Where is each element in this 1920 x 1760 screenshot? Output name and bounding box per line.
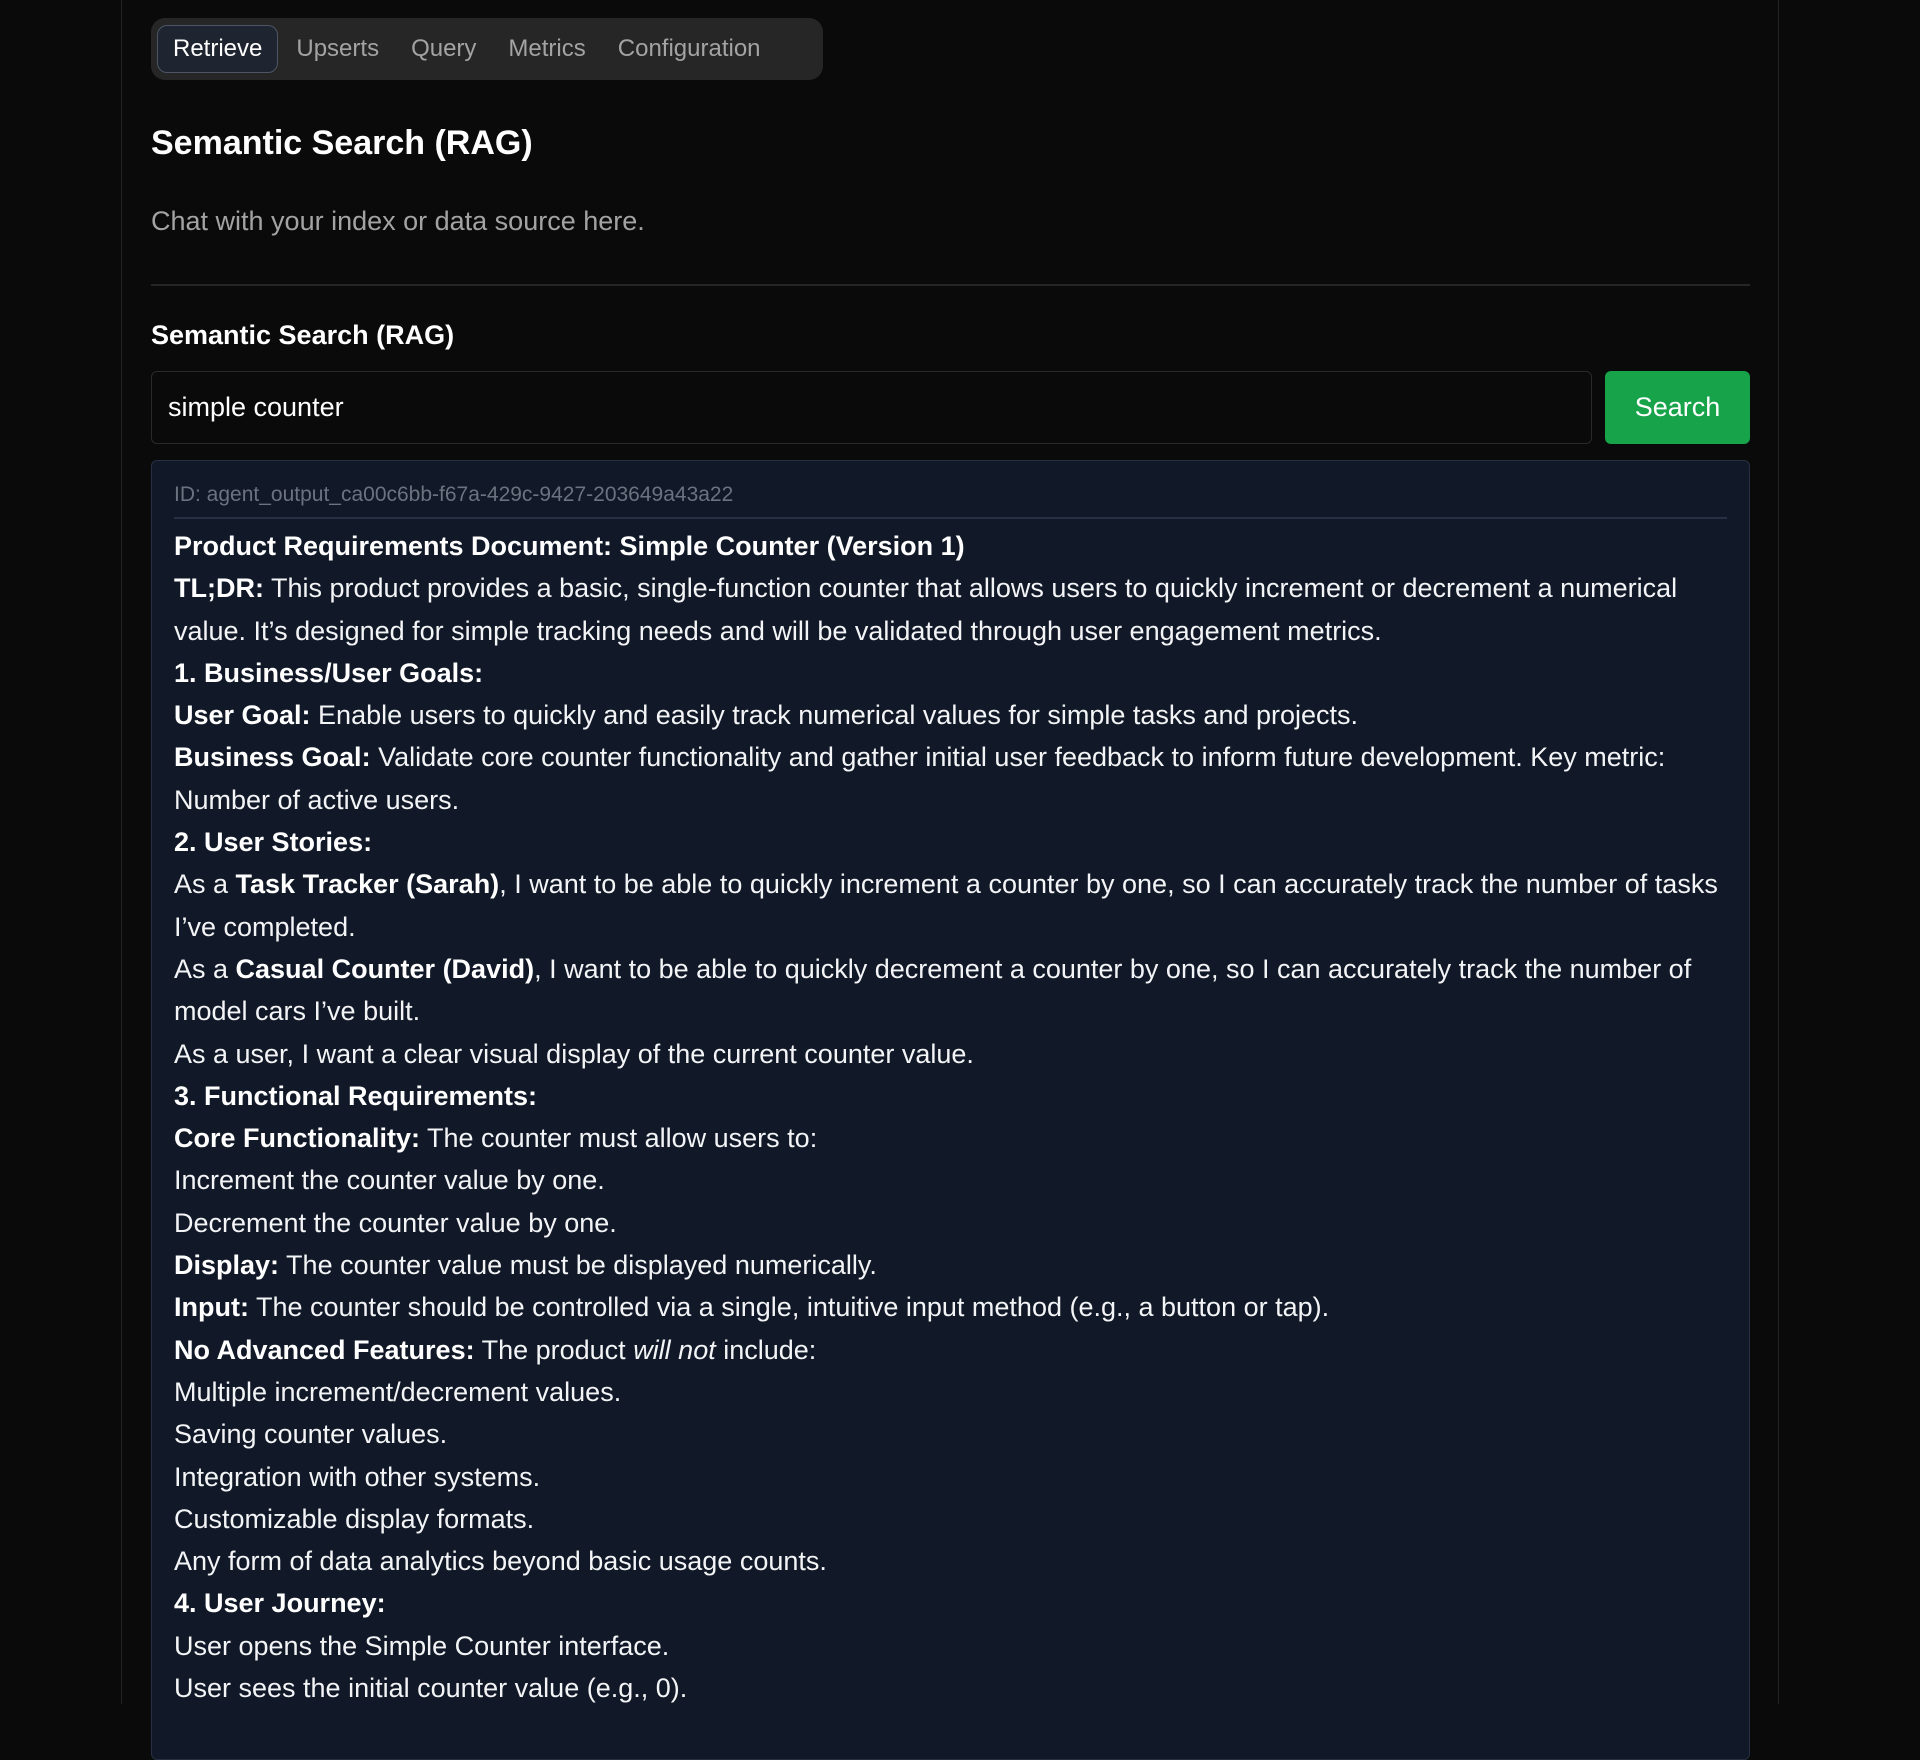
bold-text: Casual Counter (David) [235,953,535,984]
text: User opens the Simple Counter interface. [174,1630,670,1661]
document-line [174,1625,1727,1667]
bold-text: Business Goal: [174,742,371,773]
bold-text: Task Tracker (Sarah) [235,869,500,900]
document-line [174,1202,1727,1244]
section-title: Semantic Search (RAG) [151,320,455,350]
bold-text: User Goal: [174,700,311,731]
tab-upserts[interactable]: Upserts [296,35,380,62]
text: The counter should be controlled via a single, intuitive input method (e.g., a button or tap). [248,1292,1330,1323]
document-line [174,525,1727,567]
document-line [174,736,1727,821]
document-line [174,1329,1727,1371]
document-line [174,1159,1727,1201]
text: include: [715,1334,817,1365]
document-line [174,1244,1727,1286]
text: User sees the initial counter value (e.g., 0). [174,1673,688,1704]
document-line [174,1498,1727,1540]
text: The counter value must be displayed numerically. [279,1250,877,1281]
document-line [174,1117,1727,1159]
tab-metrics[interactable]: Metrics [508,35,586,62]
text: The product [474,1334,634,1365]
tab-retrieve[interactable]: Retrieve [157,25,278,73]
document-line [174,863,1727,948]
document-line [174,1286,1727,1328]
bold-text: Core Functionality: [174,1123,421,1154]
page-subtitle: Chat with your index or data source here. [151,206,645,236]
search-button[interactable]: Search [1605,371,1750,444]
bold-text: Input: [174,1292,249,1323]
document-line [174,1033,1727,1075]
document-line [174,821,1727,863]
bold-text: No Advanced Features: [174,1334,475,1365]
result-document [174,519,1727,1709]
text: The counter must allow users to: [420,1123,818,1154]
document-line [174,1540,1727,1582]
text: Increment the counter value by one. [174,1165,605,1196]
text: Any form of data analytics beyond basic usage counts. [174,1546,827,1577]
text: This product provides a basic, single-function counter that allows users to quickly increment or decrement a numerical value. It’s designed for simple tracking needs and will be validated through user engagement metrics. [174,573,1678,646]
result-id: ID: agent_output_ca00c6bb-f67a-429c-9427-203649a43a22 [174,483,1727,519]
text: Customizable display formats. [174,1503,535,1534]
search-input[interactable] [151,371,1592,444]
page-title: Semantic Search (RAG) [151,124,533,162]
text: , I want to be able to quickly decrement a counter by one, so I can accurately track the number of model cars I’ve built. [174,953,1692,1027]
document-line [174,1075,1727,1117]
text: Enable users to quickly and easily track numerical values for simple tasks and projects. [310,700,1359,731]
text: As a [174,869,236,900]
text: Saving counter values. [174,1419,448,1450]
document-line [174,652,1727,694]
bold-text: Product Requirements Document: Simple Counter (Version 1) [174,531,965,561]
bold-text: 2. User Stories: [174,827,373,858]
result-card [151,460,1750,1760]
text: , I want to be able to quickly increment a counter by one, so I can accurately track the number of tasks I’ve completed. [174,869,1718,942]
text: As a user, I want a clear visual display of the current counter value. [174,1038,974,1069]
document-line [174,1413,1727,1455]
divider [151,284,1750,286]
italic-text: will not [633,1334,716,1365]
bold-text: 4. User Journey: [174,1588,386,1619]
document-line [174,1371,1727,1413]
text: As a [174,953,236,984]
bold-text: Display: [174,1250,280,1281]
bold-text: 3. Functional Requirements: [174,1080,538,1111]
text: Multiple increment/decrement values. [174,1376,622,1407]
document-line [174,694,1727,736]
document-line [174,1456,1727,1498]
document-line [174,1582,1727,1624]
bold-text: 1. Business/User Goals: [174,657,484,688]
tab-query[interactable]: Query [411,35,477,62]
bold-text: TL;DR: [174,573,264,604]
document-line [174,948,1727,1033]
text: Validate core counter functionality and gather initial user feedback to inform future development. Key metric: Number of active users. [174,742,1666,815]
text: Decrement the counter value by one. [174,1207,617,1238]
tab-bar [151,18,823,80]
tab-configuration[interactable]: Configuration [617,35,761,62]
document-line [174,1667,1727,1709]
text: Integration with other systems. [174,1461,541,1492]
document-line [174,567,1727,652]
